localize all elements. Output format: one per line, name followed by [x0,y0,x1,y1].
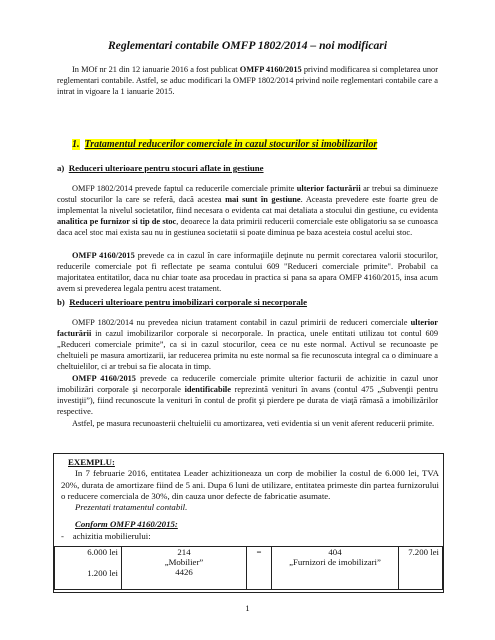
amount-2: 1.200 lei [87,568,118,578]
debit-cell [122,547,247,590]
document-title: Reglementari contabile OMFP 1802/2014 – noi modificari [107,39,388,52]
example-heading: EXEMPLU: [68,457,115,467]
debit-2-code: 4426 [175,567,193,577]
bold-text: OMFP 4160/2015 [72,251,135,260]
subsection-b-heading [57,297,307,307]
bold-text: mai sunt în gestiune [225,195,301,204]
debit-1-name: „Mobilier” [164,557,204,567]
equals-cell: = [247,547,272,590]
example-text: In 7 februarie 2016, entitatea Leader achizitioneaza un corp de mobilier la costul de 6.000 lei, TVA 20%, durata de amortizare fiind de 5 ani. Dupa 6 luni de utilizare, entitatea primeste din partea furnizorului o reducere comerciala de 30%, din cauza unor defecte de fabricatie asumate. [61,468,439,501]
intro-text-rest: privind modificarea si completarea unor reglementari contabile. Astfel, se aduc modificari la OMFP 1802/2014 privind noile reglementari contabile care a intrat in vigoare la 1 ianuarie 2015. [57,65,439,96]
text: in cazul imobilizarilor corporale si necorporale. In practica, unele entitati utilizau tot contul 609 „Reduceri comerciale primite”, ca si in cazul stocurilor, ceea ce nu este normal. Activul se recunoaste pe cheltuieli pe masura amortizarii, iar reducerea primita nu este normal sa fie recunoscuta integral ca o diminuare a cheltuielilor, ci ar trebui sa fie alocata in timp. [57,329,438,371]
subsection-a-paragraph-2 [57,250,438,294]
total-cell: 7.200 lei [399,547,443,590]
text: reprezintă venituri în avans (contul 475 „Subvenţii pentru investiţii”), fiind recunoscute la venituri în contul de profit şi pierdere pe durata de viaţă rămasă a imobilizărilor respective. [57,385,438,416]
text: OMFP 1802/2014 prevede faptul ca reducerile comerciale primite [72,184,297,193]
intro-bold: OMFP 4160/2015 [239,65,302,74]
text: ar trebui sa diminueze costul stocurilor la care se referă, dacă acestea [57,184,438,204]
subsection-b-title: Reduceri ulterioare pentru imobilizari corporale si necorporale [69,297,308,307]
text: prevede ca reducerile comerciale primite ulterior facturii de achizitie in cazul unor imobilizări corporale şi necorporale [57,374,438,394]
amount-1: 6.000 lei [87,547,118,557]
example-conform: Conform OMFP 4160/2015: [75,519,178,530]
example-prompt: Prezentati tratamentul contabil. [75,502,188,513]
example-content [61,457,439,542]
subsection-a-paragraph-1 [57,183,438,238]
credit-name: „Furnizori de imobilizari” [289,557,381,567]
bullet-mark: - [61,530,64,541]
subsection-a-title: Reduceri ulterioare pentru stocuri aflate in gestiune [68,163,264,173]
bold-text: ulterior facturării [296,184,361,193]
bold-text: ulterior facturării [57,318,438,338]
bold-text: analitica pe furnizor si tip de stoc [57,217,177,226]
text: OMFP 1802/2014 nu prevedea niciun tratament contabil in cazul primirii de reduceri comerciale [72,318,411,327]
credit-code: 404 [328,547,342,557]
section-1-number: 1. [72,139,80,150]
bold-text: OMFP 4160/2015 [72,374,136,383]
intro-paragraph [57,64,438,97]
bold-text: identificabile [184,385,231,394]
bullet-text: achizitia mobilierului: [72,530,151,541]
subsection-b-paragraph-2 [57,373,438,417]
debit-1-code: 214 [177,547,191,557]
text: . Aceasta prevedere este foarte greu de implementat la nivelul societatilor, fiind necesara o evidenta cat mai detaliata a stocului din gestiune, cu evidenta [57,195,438,215]
subsection-a-heading [57,163,264,173]
text: prevede ca in cazul în care informaţiile deţinute nu permit corectarea valorii stocurilor, reducerile comerciale pot fi reflectate pe seama contului 609 "Reduceri comerciale primite". Probabil ca majoritatea entitatilor, daca nu chiar toate asa procedau in practica si pana sa apara OMFP 4160/2015, insa acum avem si prevederea legala pentru acest tratament. [57,251,438,293]
section-1-title: Tratamentul reducerilor comerciale in cazul stocurilor si imobilizarilor [84,139,378,150]
subsection-b-paragraph-3: Astfel, pe masura recunoasterii cheltuielii cu amortizarea, veti evidentia si un venit aferent reducerii primite. [72,419,435,428]
subsection-b-paragraph-1 [57,317,438,372]
intro-text: In MOf nr 21 din 12 ianuarie 2016 a fost publicat [72,65,240,74]
text: , deoarece la data primirii reducerii comerciale este obligatoriu sa se cunoasca daca acel stoc mai exista sau nu in gestiunea societatii si poate diminua pe baza acesteia costul acelui stoc. [57,217,438,237]
example-bullet-line [61,531,439,542]
subsection-b-label: b) [57,297,65,307]
accounting-entry-table [54,546,443,590]
amount-cell [55,547,122,590]
credit-cell [272,547,399,590]
subsection-a-label: a) [57,163,65,173]
page-number: 1 [245,603,250,613]
section-1-heading [72,139,442,150]
